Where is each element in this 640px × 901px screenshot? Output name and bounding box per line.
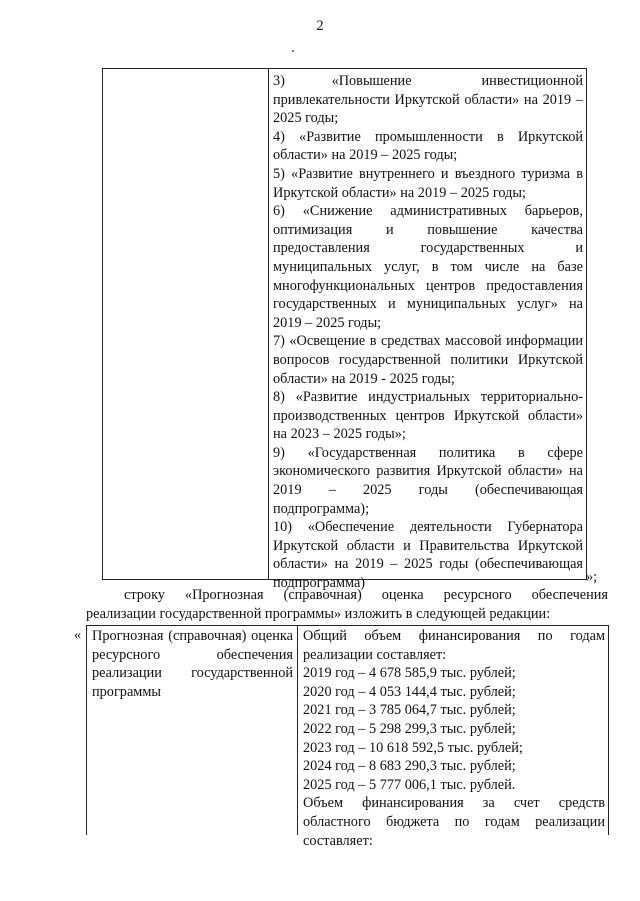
row-label: Прогнозная (справочная) оценка ресурсного обеспечения реализации государственной программы [92, 628, 293, 700]
scan-speck [292, 50, 294, 52]
list-item: 3) «Повышение инвестиционной привлекательности Иркутской области» на 2019 – 2025 годы; [273, 73, 583, 127]
closing-mark: »; [586, 569, 598, 585]
opening-quote: « [74, 627, 82, 643]
list-item: 4) «Развитие промышленности в Иркутской области» на 2019 – 2025 годы; [273, 128, 583, 164]
page-number: 2 [316, 18, 324, 34]
funding-table-label-cell [92, 627, 293, 701]
table-column-divider [268, 68, 269, 580]
list-item: 9) «Государственная политика в сфере экономического развития Иркутской области» на 2019 – 2025 годы (обеспечивающая подпрограмма); [273, 444, 583, 517]
paragraph-line: строку «Прогнозная (справочная) оценка ресурсного обеспечения [124, 587, 608, 603]
year-line: 2022 год – 5 298 299,3 тыс. рублей; [303, 720, 516, 737]
list-item: 5) «Развитие внутреннего и въездного туризма в Иркутской области» на 2019 – 2025 годы; [273, 165, 583, 201]
funding-intro: Общий объем финансирования по годам реализации составляет: [303, 628, 605, 663]
funding-table-value-cell [303, 627, 605, 850]
list-item: 8) «Развитие индустриальных территориально-производственных центров Иркутской области» на 2023 – 2025 годы»; [273, 389, 583, 443]
paragraph-line: реализации государственной программы» изложить в следующей редакции: [86, 605, 551, 622]
list-item: 10) «Обеспечение деятельности Губернатора Иркутской области и Правительства Иркутской области» на 2019 – 2025 годы (обеспечивающая подпрограмма) [273, 519, 583, 592]
body-paragraph [86, 586, 608, 623]
subprogram-list [273, 72, 583, 593]
table-column-divider [297, 625, 298, 835]
year-line: 2024 год – 8 683 290,3 тыс. рублей; [303, 758, 516, 775]
list-item: 7) «Освещение в средствах массовой информации вопросов государственной политики Иркутской области» на 2019 - 2025 годы; [273, 333, 583, 387]
year-line: 2019 год – 4 678 585,9 тыс. рублей; [303, 665, 516, 682]
year-line: 2020 год – 4 053 144,4 тыс. рублей; [303, 683, 516, 700]
list-item: 6) «Снижение административных барьеров, оптимизация и повышение качества предоставления государственных и муниципальных услуг, в том числе на базе многофункциональных центров предоставления государственных и муниципальных услуг» на 2019 – 2025 годы; [273, 203, 583, 331]
regional-funding-text: Объем финансирования за счет средств областного бюджета по годам реализации составляет: [303, 795, 605, 849]
year-line: 2025 год – 5 777 006,1 тыс. рублей. [303, 776, 516, 793]
year-line: 2023 год – 10 618 592,5 тыс. рублей; [303, 739, 523, 756]
year-line: 2021 год – 3 785 064,7 тыс. рублей; [303, 702, 516, 719]
